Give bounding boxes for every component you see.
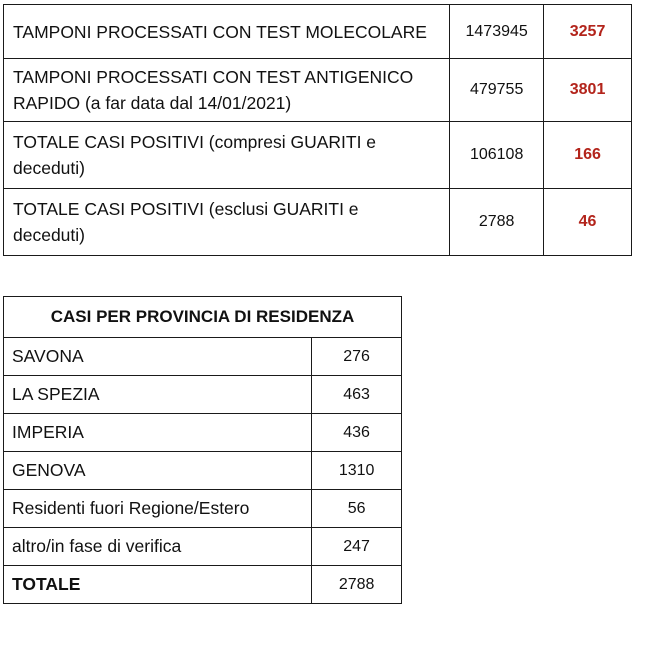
stats-label [4,189,450,256]
province-table-title: CASI PER PROVINCIA DI RESIDENZA [4,297,402,338]
stats-label-line2: RAPIDO (a far data dal 14/01/2021) [13,93,292,113]
province-name: altro/in fase di verifica [4,528,312,566]
stats-delta: 3257 [544,5,632,59]
province-header-row [4,297,402,338]
province-value: 436 [312,414,402,452]
province-name: Residenti fuori Regione/Estero [4,490,312,528]
province-row-savona [4,338,402,376]
province-row-total [4,566,402,604]
province-name: SAVONA [4,338,312,376]
stats-label-line1: TAMPONI PROCESSATI CON TEST ANTIGENICO [13,67,414,87]
stats-row-positives-excl [4,189,632,256]
province-name: GENOVA [4,452,312,490]
province-name: LA SPEZIA [4,376,312,414]
province-value: 276 [312,338,402,376]
province-row-imperia [4,414,402,452]
province-value: 1310 [312,452,402,490]
province-table [3,296,402,604]
stats-total: 479755 [450,59,544,122]
stats-label [4,59,450,122]
stats-label [4,122,450,189]
province-name: TOTALE [4,566,312,604]
stats-label-line2: deceduti) [13,158,85,178]
stats-total: 106108 [450,122,544,189]
stats-label [4,5,450,59]
province-value: 463 [312,376,402,414]
stats-label-line1: TOTALE CASI POSITIVI (compresi GUARITI e [13,132,377,152]
stats-label-text: TAMPONI PROCESSATI CON TEST MOLECOLARE [13,21,427,42]
province-value: 247 [312,528,402,566]
stats-total: 1473945 [450,5,544,59]
province-value: 2788 [312,566,402,604]
stats-row-molecular [4,5,632,59]
province-row-out-of-region [4,490,402,528]
province-value: 56 [312,490,402,528]
stats-delta: 166 [544,122,632,189]
stats-label-line1: TOTALE CASI POSITIVI (esclusi GUARITI e [13,199,359,219]
stats-row-antigenic [4,59,632,122]
province-row-verifying [4,528,402,566]
stats-table [3,4,632,256]
province-row-genova [4,452,402,490]
stats-label-line2: deceduti) [13,225,85,245]
stats-row-positives-incl [4,122,632,189]
province-row-la-spezia [4,376,402,414]
province-name: IMPERIA [4,414,312,452]
stats-total: 2788 [450,189,544,256]
stats-delta: 3801 [544,59,632,122]
stats-delta: 46 [544,189,632,256]
